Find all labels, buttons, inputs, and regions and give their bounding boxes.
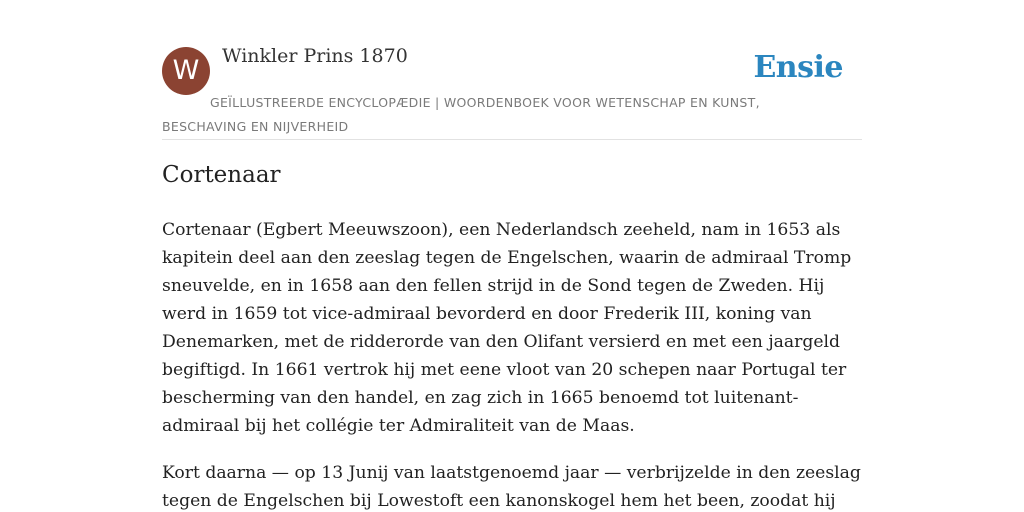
entry-title: Cortenaar bbox=[162, 162, 281, 188]
entry-paragraph: Kort daarna — op 13 Junij van laatstgenoemd jaar — verbrijzelde in den zeeslag tegen de Engelschen bij Lowestoft een kanonskogel hem het been, zoodat hij bbox=[162, 463, 861, 511]
entry-paragraph: Cortenaar (Egbert Meeuwszoon), een Nederlandsch zeeheld, nam in 1653 als kapitein deel aan den zeeslag tegen de Engelschen, waarin de admiraal Tromp sneuvelde, en in 1658 aan den fellen strijd in de Sond tegen de Zweden. Hij werd in 1659 tot vice-admiraal bevorderd en door Frederik III, koning van Denemarken, met de ridderorde van den Olifant versierd en met een jaargeld begiftigd. In 1661 vertrok hij met eene vloot van 20 schepen naar Portugal ter bescherming van den handel, en zag zich in 1665 benoemd tot luitenant-admiraal bij het collégie ter Admiraliteit van de Maas. bbox=[162, 220, 852, 436]
brand-logo-link[interactable]: Ensie bbox=[753, 50, 843, 85]
header-divider bbox=[162, 139, 862, 140]
entry-body bbox=[162, 216, 862, 512]
avatar[interactable]: W bbox=[162, 47, 210, 95]
site-subtitle: GEÏLLUSTREERDE ENCYCLOPÆDIE | WOORDENBOEK VOOR WETENSCHAP EN KUNST, BESCHAVING EN NIJVERHEID bbox=[162, 95, 760, 134]
site-name-link[interactable]: Winkler Prins 1870 bbox=[222, 45, 408, 67]
